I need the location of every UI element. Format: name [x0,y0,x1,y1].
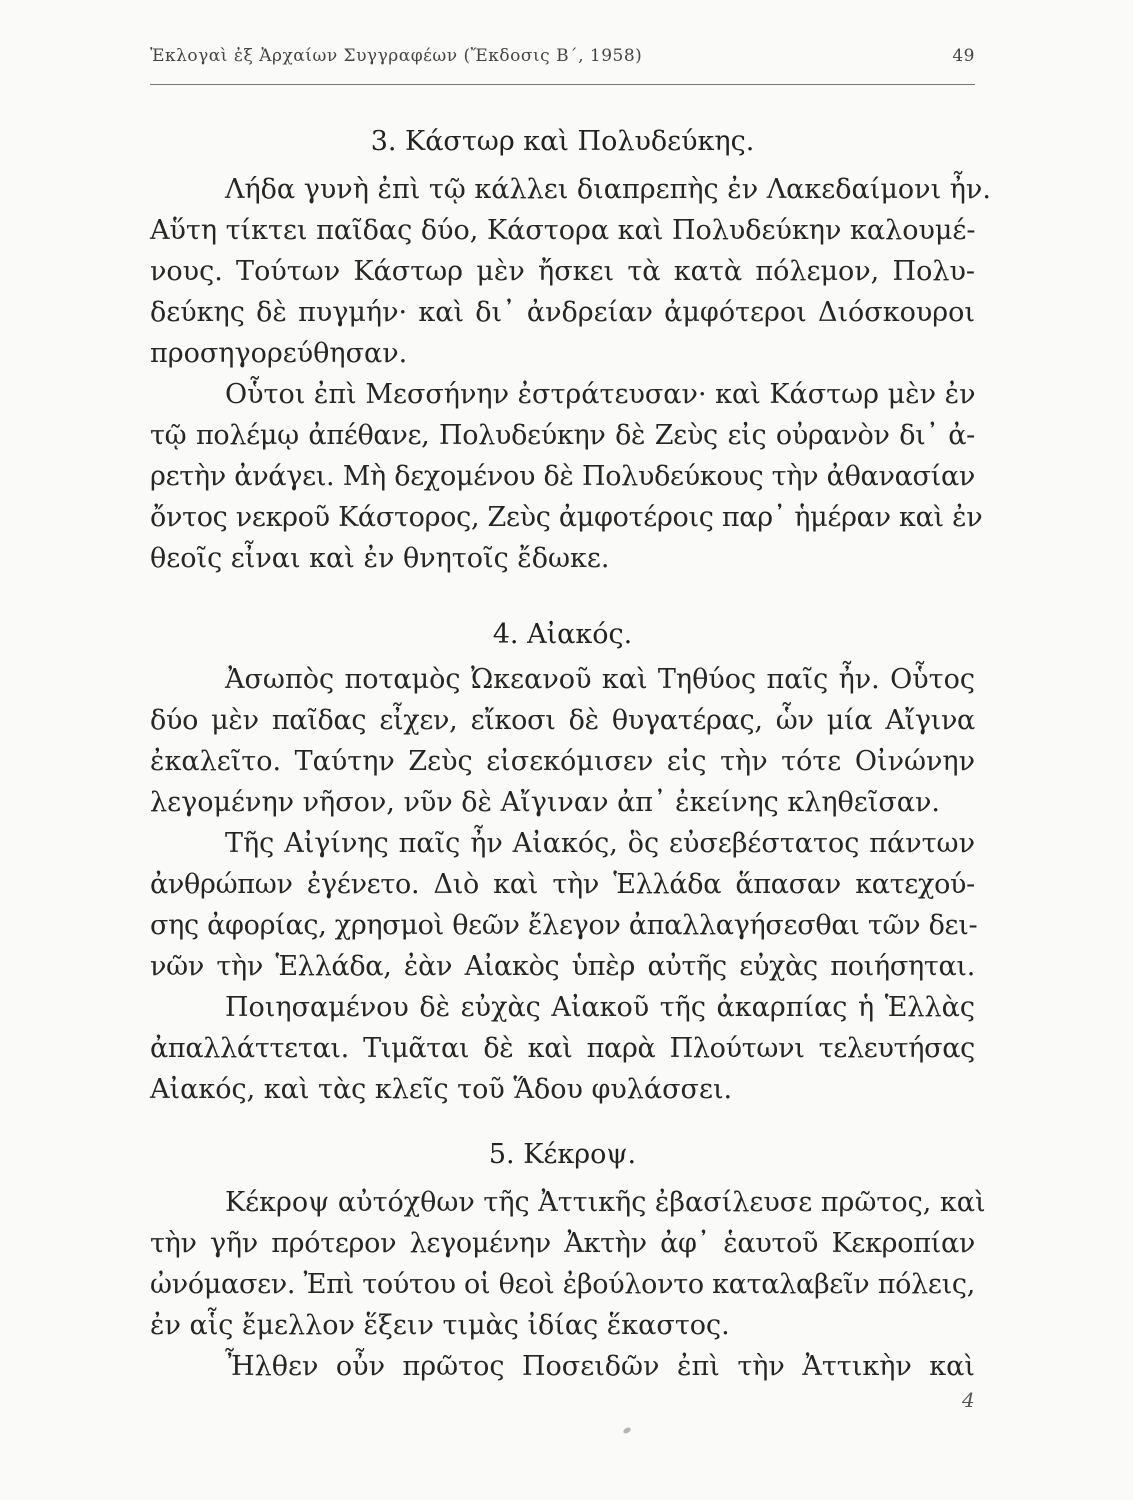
signature-mark: 4 [962,1388,975,1412]
section-heading-aeacus: 4. Αἰακός. [492,619,633,650]
text-line: ὠνόμασεν. Ἐπὶ τούτου οἱ θεοὶ ἐβούλοντο καταλαβεῖν πόλεις, [150,1269,975,1300]
text-line: ὄντος νεκροῦ Κάστορος, Ζεὺς ἀμφοτέροις παρ᾽ ἡμέραν καὶ ἐν [150,502,983,533]
section-heading-cecrops: 5. Κέκροψ. [488,1139,637,1170]
header-rule [150,84,975,85]
text-line: ἀπαλλάττεται. Τιμᾶται δὲ καὶ παρὰ Πλούτωνι τελευτήσας [150,1033,975,1064]
text-line: νους. Τούτων Κάστωρ μὲν ἤσκει τὰ κατὰ πόλεμον, Πολυ- [150,256,975,287]
text-line: σης ἀφορίας, χρησμοὶ θεῶν ἔλεγον ἀπαλλαγήσεσθαι τῶν δει- [150,910,978,941]
text-line: νῶν τὴν Ἑλλάδα, ἐὰν Αἰακὸς ὑπὲρ αὐτῆς εὐχὰς ποιήσηται. [150,951,975,982]
text-line: Ἀσωπὸς ποταμὸς Ὠκεανοῦ καὶ Τηθύος παῖς ἦν. Οὗτος [225,664,975,695]
text-line: Οὗτοι ἐπὶ Μεσσήνην ἐστράτευσαν· καὶ Κάστωρ μὲν ἐν [225,379,976,410]
text-line: τὴν γῆν πρότερον λεγομένην Ἀκτὴν ἀφ᾽ ἑαυτοῦ Κεκροπίαν [150,1228,975,1259]
text-line: δύο μὲν παῖδας εἶχεν, εἴκοσι δὲ θυγατέρας, ὧν μία Αἴγινα [150,705,975,736]
text-line: ἐν αἷς ἔμελλον ἕξειν τιμὰς ἰδίας ἕκαστος. [150,1310,730,1341]
text-line: ρετὴν ἀνάγει. Μὴ δεχομένου δὲ Πολυδεύκους τὴν ἀθανασίαν [150,461,975,492]
text-line: ἀνθρώπων ἐγένετο. Διὸ καὶ τὴν Ἑλλάδα ἅπασαν κατεχού- [150,869,975,900]
text-line: Αἰακός, καὶ τὰς κλεῖς τοῦ Ἅδου φυλάσσει. [150,1074,733,1105]
section-heading-castor-pollux: 3. Κάστωρ καὶ Πολυδεύκης. [370,126,755,157]
page-number: 49 [952,46,975,66]
ink-smudge [622,1426,631,1434]
text-line: Ποιησαμένου δὲ εὐχὰς Αἰακοῦ τῆς ἀκαρπίας ἡ Ἑλλὰς [225,992,975,1023]
text-line: Αὕτη τίκτει παῖδας δύο, Κάστορα καὶ Πολυδεύκην καλουμέ- [150,215,976,246]
running-head [150,46,975,70]
text-line: Κέκροψ αὐτόχθων τῆς Ἀττικῆς ἐβασίλευσε πρῶτος, καὶ [225,1187,986,1218]
text-line: τῷ πολέμῳ ἀπέθανε, Πολυδεύκην δὲ Ζεὺς εἰς οὐρανὸν δι᾽ ἀ- [150,420,975,451]
text-line: θεοῖς εἶναι καὶ ἐν θνητοῖς ἔδωκε. [150,543,610,574]
text-line: ἐκαλεῖτο. Ταύτην Ζεὺς εἰσεκόμισεν εἰς τὴν τότε Οἰνώνην [150,746,975,777]
text-line: Ἦλθεν οὖν πρῶτος Ποσειδῶν ἐπὶ τὴν Ἀττικὴν καὶ [225,1351,975,1382]
text-line: Λήδα γυνὴ ἐπὶ τῷ κάλλει διαπρεπὴς ἐν Λακεδαίμονι ἦν. [225,174,991,205]
text-line: λεγομένην νῆσον, νῦν δὲ Αἴγιναν ἀπ᾽ ἐκείνης κληθεῖσαν. [150,787,941,818]
text-line: δεύκης δὲ πυγμήν· καὶ δι᾽ ἀνδρείαν ἀμφότεροι Διόσκουροι [150,297,975,328]
text-line: Τῆς Αἰγίνης παῖς ἦν Αἰακός, ὃς εὐσεβέστατος πάντων [225,828,975,859]
text-line: προσηγορεύθησαν. [150,338,408,369]
running-head-title: Ἐκλογαὶ ἐξ Ἀρχαίων Συγγραφέων (Ἔκδοσις Β΄, 1958) [150,46,643,66]
